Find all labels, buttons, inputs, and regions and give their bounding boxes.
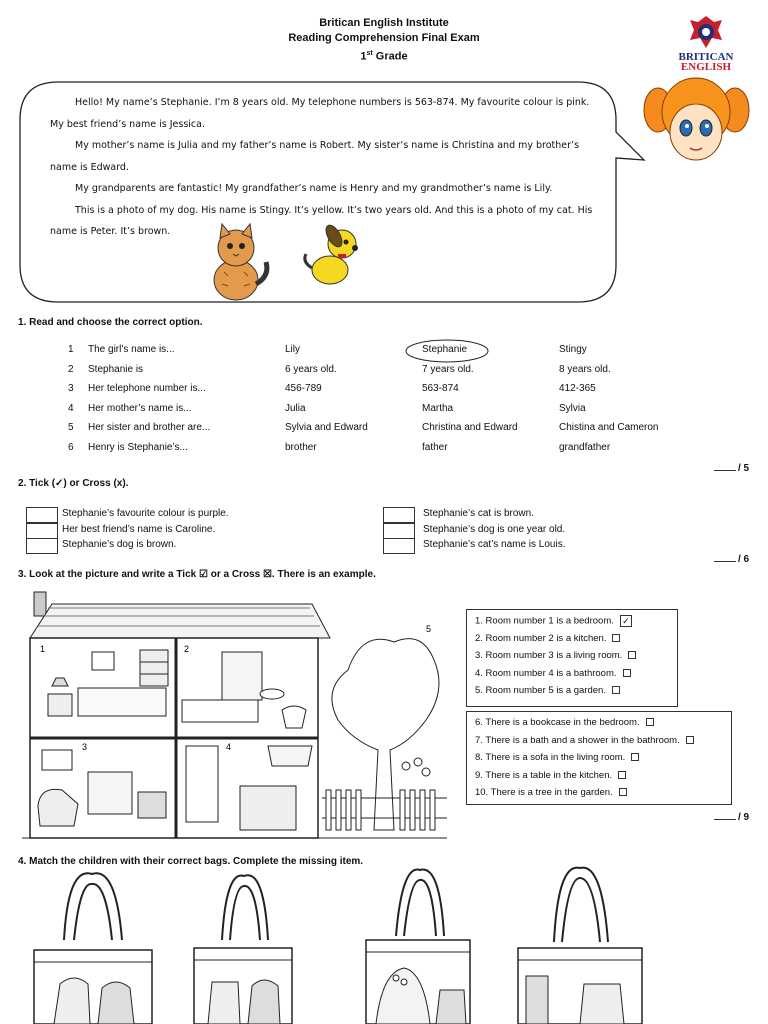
checkbox-icon[interactable] — [619, 788, 627, 796]
answer-box[interactable] — [26, 507, 58, 523]
question-box-rooms — [466, 609, 678, 707]
logo-text-line1: BRITICAN — [678, 51, 734, 63]
room-label-1: 1 — [40, 644, 46, 654]
checkbox-icon[interactable] — [623, 669, 631, 677]
example-circle-mark — [404, 337, 490, 365]
row-question: Henry is Stephanie’s... — [88, 441, 188, 453]
option-b[interactable]: Christina and Edward — [422, 422, 518, 433]
statement-item: 5. Room number 5 is a garden. — [475, 685, 620, 696]
option-b[interactable]: Martha — [422, 402, 454, 414]
room-label-2: 2 — [184, 644, 190, 654]
option-c[interactable]: grandfather — [559, 441, 611, 453]
statement-item: 8. There is a sofa in the living room. — [475, 752, 639, 763]
bag-4 — [516, 860, 644, 1024]
answer-box[interactable] — [26, 538, 58, 554]
britican-logo — [666, 14, 746, 76]
bag-3 — [364, 860, 472, 1024]
option-a[interactable]: 456-789 — [285, 383, 322, 394]
grade-title: 1st Grade — [360, 50, 408, 63]
choice-table — [0, 344, 768, 464]
option-a[interactable]: 6 years old. — [285, 363, 337, 375]
section3-score: / 9 — [714, 812, 749, 823]
statement-text: Stephanie’s dog is one year old. — [423, 523, 566, 535]
cat-peter-illustration — [200, 222, 272, 302]
story-paragraph-4: This is a photo of my dog. His name is Stingy. It’s yellow. It’s two years old. And this is a photo of my cat. His name is Peter. It’s brown. — [50, 204, 593, 237]
statement-item: 7. There is a bath and a shower in the bathroom. — [475, 735, 694, 746]
statement-text: Stephanie’s favourite colour is purple. — [62, 508, 229, 519]
checkbox-icon[interactable] — [686, 736, 694, 744]
row-question: Stephanie is — [88, 363, 144, 375]
section1-score: / 5 — [714, 463, 749, 474]
story-paragraph-1: Hello! My name’s Stephanie. I’m 8 years old. My telephone numbers is 563-874. My favourite colour is pink. My best friend’s name is Jessica. — [50, 97, 590, 130]
tick-cross-table — [0, 507, 768, 557]
answer-box[interactable] — [26, 523, 58, 539]
row-question: Her mother’s name is... — [88, 402, 192, 414]
section4-title: 4. Match the children with their correct bags. Complete the missing item. — [18, 856, 364, 867]
checkbox-icon[interactable] — [646, 718, 654, 726]
option-b[interactable]: father — [422, 441, 448, 453]
room-label-5: 5 — [426, 624, 432, 634]
option-c[interactable]: 412-365 — [559, 383, 596, 394]
bag-1 — [28, 860, 158, 1024]
option-b[interactable]: Stephanie — [422, 344, 468, 355]
statement-text: Her best friend’s name is Caroline. — [62, 523, 216, 535]
option-c[interactable]: Chistina and Cameron — [559, 422, 659, 433]
option-c[interactable]: Sylvia — [559, 402, 586, 414]
option-a[interactable]: Lily — [285, 344, 301, 355]
row-number: 2 — [68, 363, 74, 375]
room-label-3: 3 — [82, 742, 88, 752]
dog-stingy-illustration — [300, 222, 370, 292]
question-box-furniture — [466, 711, 732, 805]
checkbox-icon[interactable] — [612, 686, 620, 694]
checked-checkbox-icon[interactable]: ✓ — [620, 615, 632, 627]
checkbox-icon[interactable] — [631, 753, 639, 761]
row-question: The girl’s name is... — [88, 344, 175, 355]
story-text — [50, 92, 595, 243]
option-a[interactable]: brother — [285, 441, 317, 453]
logo-text-line2: ENGLISH — [680, 61, 732, 73]
answer-box[interactable] — [383, 507, 415, 523]
section3-title: 3. Look at the picture and write a Tick ☑ or a Cross ☒. There is an example. — [18, 569, 376, 580]
row-number: 5 — [68, 422, 74, 433]
row-question: Her telephone number is... — [88, 383, 206, 394]
statement-text: Stephanie’s cat’s name is Louis. — [423, 539, 566, 550]
statement-item: 3. Room number 3 is a living room. — [475, 650, 636, 661]
row-question: Her sister and brother are... — [88, 422, 211, 433]
answer-box[interactable] — [383, 538, 415, 554]
story-paragraph-2: My mother’s name is Julia and my father’s name is Robert. My sister’s name is Christina and my brother’s name is Edward. — [50, 140, 580, 173]
option-a[interactable]: Sylvia and Edward — [285, 422, 368, 433]
bag-2 — [192, 860, 296, 1024]
statement-item: 4. Room number 4 is a bathroom. — [475, 668, 631, 679]
checkbox-icon[interactable] — [618, 771, 626, 779]
lion-crest-icon — [666, 14, 746, 54]
house-picture — [22, 590, 447, 842]
girl-stephanie-illustration — [640, 70, 755, 170]
statement-text: Stephanie’s dog is brown. — [62, 539, 177, 550]
row-number: 3 — [68, 383, 74, 394]
option-a[interactable]: Julia — [285, 402, 306, 414]
story-paragraph-3: My grandparents are fantastic! My grandfather’s name is Henry and my grandmother’s name is Lily. — [75, 183, 553, 194]
section2-title: 2. Tick (✓) or Cross (x). — [18, 478, 129, 489]
checkbox-icon[interactable] — [628, 651, 636, 659]
option-c[interactable]: 8 years old. — [559, 363, 611, 375]
statement-item: 1. Room number 1 is a bedroom. ✓ — [475, 615, 632, 627]
statement-text: Stephanie’s cat is brown. — [423, 508, 534, 519]
row-number: 1 — [68, 344, 74, 355]
section1-title: 1. Read and choose the correct option. — [18, 317, 203, 328]
statement-item: 6. There is a bookcase in the bedroom. — [475, 717, 654, 728]
statement-item: 9. There is a table in the kitchen. — [475, 770, 626, 781]
row-number: 4 — [68, 402, 74, 414]
checkbox-icon[interactable] — [612, 634, 620, 642]
option-c[interactable]: Stingy — [559, 344, 587, 355]
institute-title: Britican English Institute — [319, 17, 449, 29]
row-number: 6 — [68, 441, 74, 453]
room-label-4: 4 — [226, 742, 232, 752]
option-b[interactable]: 563-874 — [422, 383, 459, 394]
section2-score: / 6 — [714, 554, 749, 565]
statement-item: 10. There is a tree in the garden. — [475, 787, 627, 798]
option-b[interactable]: 7 years old. — [422, 363, 474, 375]
exam-title: Reading Comprehension Final Exam — [288, 32, 480, 44]
answer-box[interactable] — [383, 523, 415, 539]
statement-item: 2. Room number 2 is a kitchen. — [475, 633, 620, 644]
